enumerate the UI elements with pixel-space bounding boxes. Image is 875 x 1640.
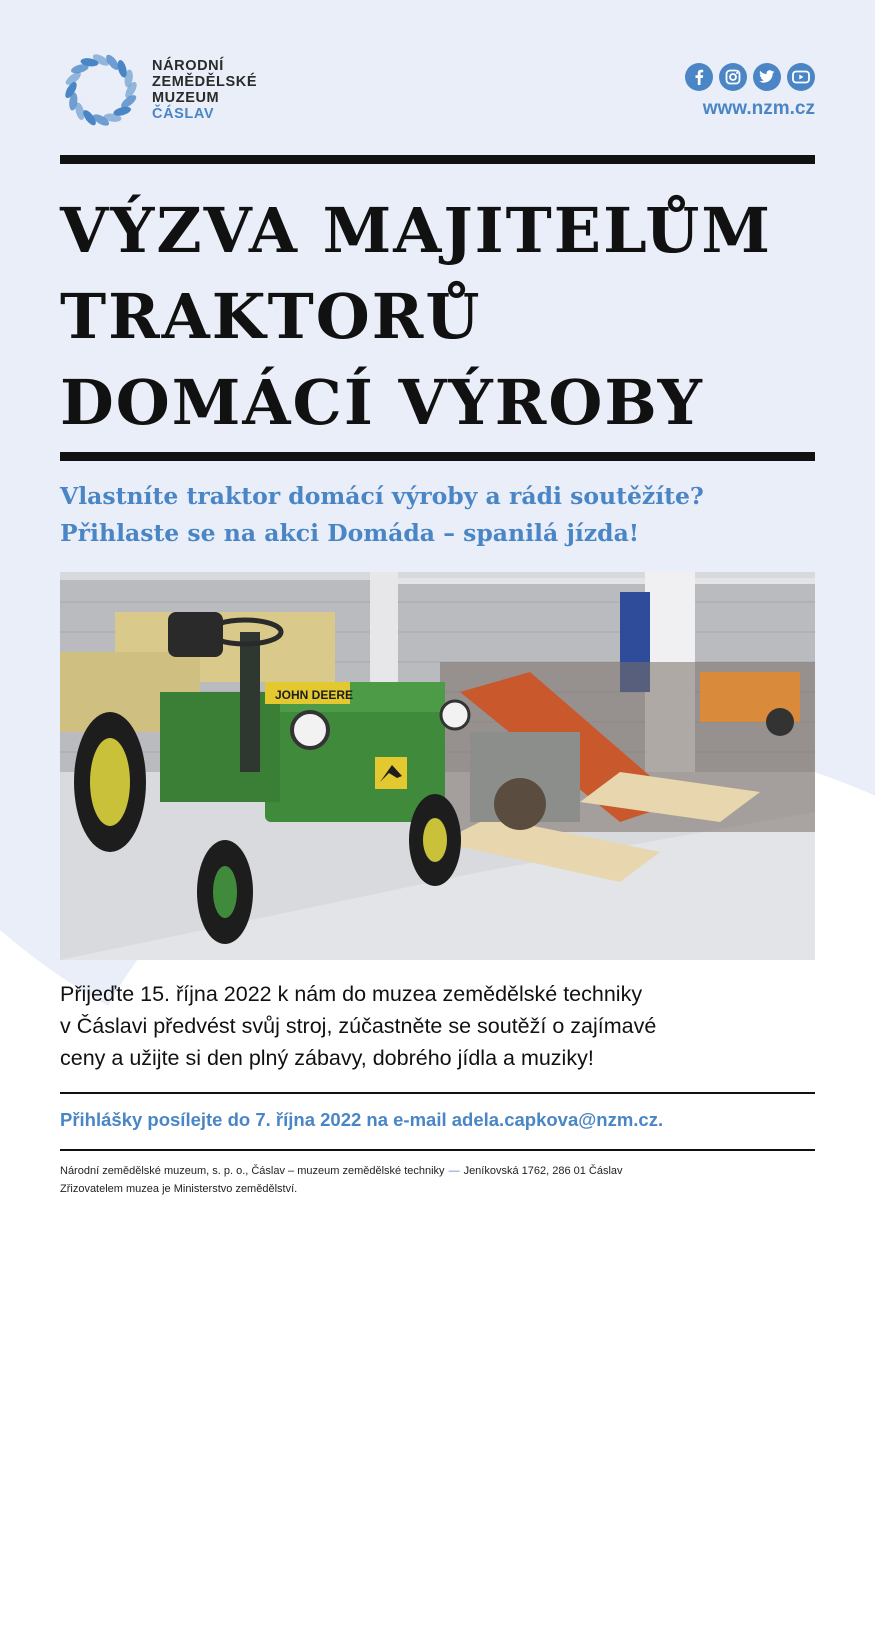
wreath-logo-icon xyxy=(56,45,146,135)
title-line-3: DOMÁCÍ VÝROBY xyxy=(60,366,704,439)
page-title xyxy=(60,188,830,446)
footer-address: Jeníkovská 1762, 286 01 Čáslav xyxy=(463,1165,623,1177)
tractor-badge: JOHN DEERE xyxy=(275,688,354,702)
footer-org: Národní zemědělské muzeum, s. p. o., Čáslav – muzeum zemědělské techniky xyxy=(60,1165,445,1177)
tractor-photo xyxy=(60,572,815,960)
youtube-icon[interactable] xyxy=(787,63,815,91)
title-divider xyxy=(60,452,815,461)
footer-founder: Zřizovatelem muzea je Ministerstvo zemědělství. xyxy=(60,1183,298,1195)
body-line-2: v Čáslavi předvést svůj stroj, zúčastněte se soutěží o zajímavé xyxy=(60,1014,657,1038)
footer xyxy=(60,1162,820,1198)
title-line-2: TRAKTORŮ xyxy=(60,280,482,353)
logo-line-3: MUZEUM xyxy=(152,90,220,106)
body-line-3: ceny a užijte si den plný zábavy, dobrého jídla a muziky! xyxy=(60,1046,594,1070)
event-description xyxy=(60,978,820,1074)
registration-info[interactable]: Přihlášky posílejte do 7. října 2022 na e-mail adela.capkova@nzm.cz. xyxy=(60,1109,664,1130)
logo-line-2: ZEMĚDĚLSKÉ xyxy=(152,74,258,90)
instagram-icon[interactable] xyxy=(719,63,747,91)
logo-line-1: NÁRODNÍ xyxy=(152,58,224,74)
footer-divider xyxy=(60,1149,815,1151)
logo-line-4: ČÁSLAV xyxy=(152,106,215,122)
museum-logo[interactable] xyxy=(56,44,296,136)
facebook-icon[interactable] xyxy=(685,63,713,91)
body-line-1: Přijeďte 15. října 2022 k nám do muzea zemědělské techniky xyxy=(60,982,643,1006)
footer-line-1 xyxy=(60,1162,820,1180)
subtitle-line-1: Vlastníte traktor domácí výroby a rádi soutěžíte? xyxy=(60,482,704,510)
logo-text xyxy=(152,58,257,122)
footer-separator: — xyxy=(448,1165,460,1177)
body-divider xyxy=(60,1092,815,1094)
title-line-1: VÝZVA MAJITELŮM xyxy=(60,194,772,267)
website-link[interactable]: www.nzm.cz xyxy=(702,98,815,119)
subtitle xyxy=(60,478,820,552)
social-links xyxy=(685,63,815,91)
top-divider xyxy=(60,155,815,164)
subtitle-line-2: Přihlaste se na akci Domáda – spanilá jízda! xyxy=(60,519,640,547)
twitter-icon[interactable] xyxy=(753,63,781,91)
